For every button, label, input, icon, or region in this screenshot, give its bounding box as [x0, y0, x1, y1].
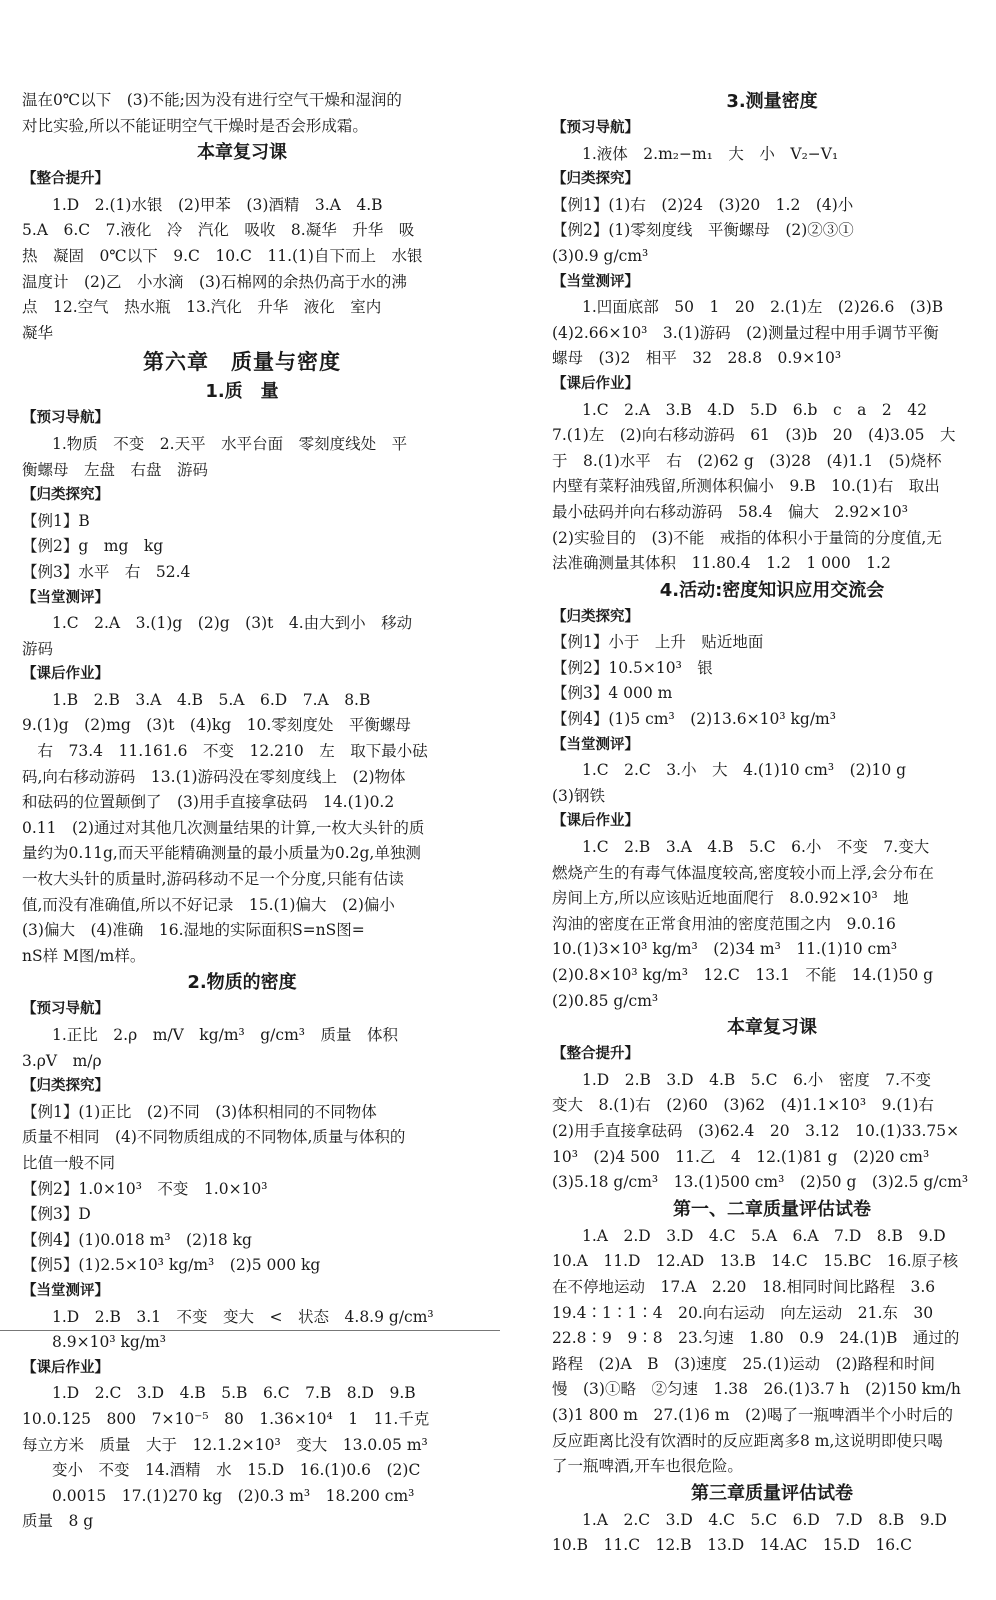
answer-line: 变小 不变 14.酒精 水 15.D 16.(1)0.6 (2)C	[52, 1461, 421, 1480]
answer-line: (2)0.8×10³ kg/m³ 12.C 13.1 不能 14.(1)50 g	[552, 966, 934, 984]
answer-line: 量约为0.11g,而天平能精确测量的最小质量为0.2g,单独测	[22, 844, 421, 863]
answer-line: 8.9×10³ kg/m³	[52, 1333, 166, 1352]
section-tag: 【预习导航】	[22, 1001, 109, 1018]
answer-line: 对比实验,所以不能证明空气干燥时是否会形成霜。	[22, 116, 368, 135]
answer-line: 【例3】水平 右 52.4	[22, 562, 191, 581]
section-heading: 3.测量密度	[726, 91, 818, 112]
answer-line: (3)0.9 g/cm³	[552, 246, 649, 265]
answer-line: 1.C 2.A 3.B 4.D 5.D 6.b c a 2 42	[582, 400, 927, 419]
answer-line: 每立方米 质量 大于 12.1.2×10³ 变大 13.0.05 m³	[22, 1435, 428, 1454]
answer-line: 1.C 2.C 3.小 大 4.(1)10 cm³ (2)10 g	[582, 761, 907, 780]
section-tag: 【预习导航】	[552, 120, 639, 136]
answer-line: 19.4∶1∶1∶4 20.向右运动 向左运动 21.东 30	[552, 1303, 934, 1322]
section-tag: 【归类探究】	[552, 171, 639, 188]
answer-line: 右 73.4 11.161.6 不变 12.210 左 取下最小砝	[22, 742, 428, 761]
answer-line: 最小砝码并向右移动游码 58.4 偏大 2.92×10³	[552, 502, 908, 521]
section-tag: 【归类探究】	[22, 487, 109, 504]
answer-line: 10.(1)3×10³ kg/m³ (2)34 m³ 11.(1)10 cm³	[552, 940, 898, 959]
answer-line: 【例1】(1)正比 (2)不同 (3)体积相同的不同物体	[22, 1102, 377, 1121]
answer-line: 【例2】g mg kg	[22, 537, 164, 556]
answer-line: 螺母 (3)2 相平 32 28.8 0.9×10³	[552, 349, 842, 368]
answer-line: 质量不相同 (4)不同物质组成的不同物体,质量与体积的	[22, 1128, 406, 1147]
answer-line: 3.ρV m/ρ	[22, 1051, 102, 1070]
section-tag: 【当堂测评】	[22, 1282, 109, 1299]
answer-line: 法准确测量其体积 11.80.4 1.2 1 000 1.2	[552, 554, 891, 573]
answer-line: (4)2.66×10³ 3.(1)游码 (2)测量过程中用手调节平衡	[552, 323, 939, 342]
section-tag: 【课后作业】	[552, 813, 639, 830]
section-tag: 【归类探究】	[22, 1078, 109, 1095]
answer-line: 【例4】(1)0.018 m³ (2)18 kg	[22, 1230, 252, 1249]
answer-line: 1.B 2.B 3.A 4.B 5.A 6.D 7.A 8.B	[52, 690, 371, 709]
left-column	[22, 88, 462, 1535]
section-tag: 【整合提升】	[552, 1046, 639, 1063]
answer-line: 内壁有菜籽油残留,所测体积偏小 9.B 10.(1)右 取出	[552, 477, 940, 496]
answer-line: 1.液体 2.m₂−m₁ 大 小 V₂−V₁	[582, 144, 839, 163]
answer-line: 1.A 2.D 3.D 4.C 5.A 6.A 7.D 8.B 9.D	[582, 1226, 946, 1245]
answer-line: 1.D 2.(1)水银 (2)甲苯 (3)酒精 3.A 4.B	[52, 195, 383, 214]
answer-line: 温在0℃以下 (3)不能;因为没有进行空气干燥和湿润的	[22, 91, 402, 109]
answer-line: 【例3】4 000 m	[552, 684, 673, 703]
answer-line: 1.正比 2.ρ m/V kg/m³ g/cm³ 质量 体积	[52, 1026, 398, 1044]
answer-line: 了一瓶啤酒,开车也很危险。	[552, 1457, 743, 1476]
section-tag: 【课后作业】	[22, 666, 109, 683]
answer-line: 在不停地运动 17.A 2.20 18.相同时间比路程 3.6	[552, 1277, 936, 1296]
answer-line: 1.C 2.A 3.(1)g (2)g (3)t 4.由大到小 移动	[52, 614, 413, 633]
answer-line: 【例1】(1)右 (2)24 (3)20 1.2 (4)小	[552, 195, 854, 214]
answer-line: 码,向右移动游码 13.(1)游码没在零刻度线上 (2)物体	[22, 767, 406, 786]
answer-line: 1.物质 不变 2.天平 水平台面 零刻度线处 平	[52, 434, 408, 453]
answer-line: 【例3】D	[22, 1205, 91, 1224]
answer-line: 变大 8.(1)右 (2)60 (3)62 (4)1.1×10³ 9.(1)右	[552, 1096, 934, 1115]
answer-line: (3)钢铁	[552, 786, 605, 805]
answer-line: (2)0.85 g/cm³	[552, 991, 659, 1010]
section-heading: 4.活动:密度知识应用交流会	[659, 579, 885, 601]
answer-line: 比值一般不同	[22, 1153, 116, 1172]
section-heading: 第三章质量评估试卷	[691, 1482, 853, 1504]
answer-line: 10.A 11.D 12.AD 13.B 14.C 15.BC 16.原子核	[552, 1252, 959, 1271]
answer-line: (3)偏大 (4)准确 16.湿地的实际面积S=nS图=	[22, 921, 365, 940]
answer-line: 沟油的密度在正常食用油的密度范围之内 9.0.16	[552, 914, 896, 933]
section-heading: 本章复习课	[727, 1017, 817, 1039]
answer-line: 1.C 2.B 3.A 4.B 5.C 6.小 不变 7.变大	[582, 838, 930, 857]
answer-line: 房间上方,所以应该贴近地面爬行 8.0.92×10³ 地	[552, 889, 909, 908]
answer-line: 值,而没有准确值,所以不好记录 15.(1)偏大 (2)偏小	[22, 895, 395, 914]
answer-line: (3)1 800 m 27.(1)6 m (2)喝了一瓶啤酒半个小时后的	[552, 1405, 954, 1424]
answer-line: 燃烧产生的有毒气体温度较高,密度较小而上浮,会分布在	[552, 863, 934, 882]
answer-line: 【例4】(1)5 cm³ (2)13.6×10³ kg/m³	[552, 710, 836, 729]
section-tag: 【归类探究】	[552, 608, 639, 625]
answer-line: (2)用手直接拿砝码 (3)62.4 20 3.12 10.(1)33.75×	[552, 1121, 960, 1140]
answer-line: 10.0.125 800 7×10⁻⁵ 80 1.36×10⁴ 1 11.千克	[22, 1409, 430, 1428]
answer-line: 慢 (3)①略 ②匀速 1.38 26.(1)3.7 h (2)150 km/h	[552, 1380, 961, 1399]
answer-line: 1.D 2.B 3.1 不变 变大 < 状态 4.8.9 g/cm³	[52, 1307, 434, 1326]
answer-line: (3)5.18 g/cm³ 13.(1)500 cm³ (2)50 g (3)2.5 g/cm³	[552, 1173, 969, 1192]
answer-line: 9.(1)g (2)mg (3)t (4)kg 10.零刻度处 平衡螺母	[22, 716, 411, 735]
section-tag: 【预习导航】	[22, 410, 109, 427]
answer-line: 于 8.(1)水平 右 (2)62 g (3)28 (4)1.1 (5)烧杯	[552, 451, 942, 470]
section-tag: 【当堂测评】	[22, 589, 109, 606]
answer-line: 【例2】(1)零刻度线 平衡螺母 (2)②③①	[552, 221, 854, 240]
answer-line: 凝华	[22, 323, 54, 342]
answer-line: 1.A 2.C 3.D 4.C 5.C 6.D 7.D 8.B 9.D	[582, 1510, 947, 1529]
answer-line: 温度计 (2)乙 小水滴 (3)石棉网的余热仍高于水的沸	[22, 272, 407, 291]
section-tag: 【当堂测评】	[552, 273, 639, 290]
section-heading: 第一、二章质量评估试卷	[673, 1198, 871, 1220]
section-tag: 【课后作业】	[22, 1359, 109, 1376]
answer-line: 和砝码的位置颠倒了 (3)用手直接拿砝码 14.(1)0.2	[22, 793, 395, 812]
answer-line: 质量 8 g	[22, 1512, 94, 1531]
answer-line: 7.(1)左 (2)向右移动游码 61 (3)b 20 (4)3.05 大	[552, 426, 956, 445]
right-column	[552, 88, 992, 1559]
answer-line: 【例5】(1)2.5×10³ kg/m³ (2)5 000 kg	[22, 1256, 321, 1275]
answer-line: 0.0015 17.(1)270 kg (2)0.3 m³ 18.200 cm³	[52, 1486, 415, 1505]
answer-line: 【例1】B	[22, 511, 90, 530]
answer-line: 10.B 11.C 12.B 13.D 14.AC 15.D 16.C	[552, 1536, 912, 1555]
answer-line: 0.11 (2)通过对其他几次测量结果的计算,一枚大头针的质	[22, 818, 425, 837]
answer-line: 【例1】小于 上升 贴近地面	[552, 633, 764, 652]
answer-line: 1.D 2.C 3.D 4.B 5.B 6.C 7.B 8.D 9.B	[52, 1384, 416, 1403]
answer-line: 1.D 2.B 3.D 4.B 5.C 6.小 密度 7.不变	[582, 1070, 932, 1089]
answer-line: 游码	[22, 639, 54, 658]
answer-line: 【例2】10.5×10³ 银	[552, 658, 713, 677]
section-tag: 【当堂测评】	[552, 736, 639, 753]
answer-line: 路程 (2)A B (3)速度 25.(1)运动 (2)路程和时间	[552, 1354, 936, 1373]
answer-line: 10³ (2)4 500 11.乙 4 12.(1)81 g (2)20 cm³	[552, 1147, 930, 1166]
section-tag: 【整合提升】	[22, 171, 109, 188]
answer-line: 热 凝固 0℃以下 9.C 10.C 11.(1)自下而上 水银	[22, 246, 423, 265]
section-heading: 1.质 量	[205, 381, 279, 403]
section-tag: 【课后作业】	[552, 375, 639, 392]
answer-line: 5.A 6.C 7.液化 冷 汽化 吸收 8.凝华 升华 吸	[22, 221, 415, 240]
answer-line: 反应距离比没有饮酒时的反应距离多8 m,这说明即使只喝	[552, 1431, 943, 1450]
answer-line: 一枚大头针的质量时,游码移动不足一个分度,只能有估读	[22, 870, 404, 889]
answer-line: 衡螺母 左盘 右盘 游码	[22, 460, 209, 479]
page-divider-line	[0, 1330, 500, 1331]
answer-line: (2)实验目的 (3)不能 戒指的体积小于量筒的分度值,无	[552, 528, 942, 547]
chapter-heading: 第六章 质量与密度	[143, 350, 341, 375]
section-heading: 本章复习课	[197, 142, 287, 164]
section-heading: 2.物质的密度	[187, 972, 297, 994]
answer-line: 22.8∶9 9∶8 23.匀速 1.80 0.9 24.(1)B 通过的	[552, 1329, 960, 1348]
answer-line: 【例2】1.0×10³ 不变 1.0×10³	[22, 1179, 268, 1198]
answer-line: nS样 M图/m样。	[22, 946, 146, 965]
answer-line: 点 12.空气 热水瓶 13.汽化 升华 液化 室内	[22, 298, 382, 317]
answer-line: 1.凹面底部 50 1 20 2.(1)左 (2)26.6 (3)B	[582, 298, 944, 317]
